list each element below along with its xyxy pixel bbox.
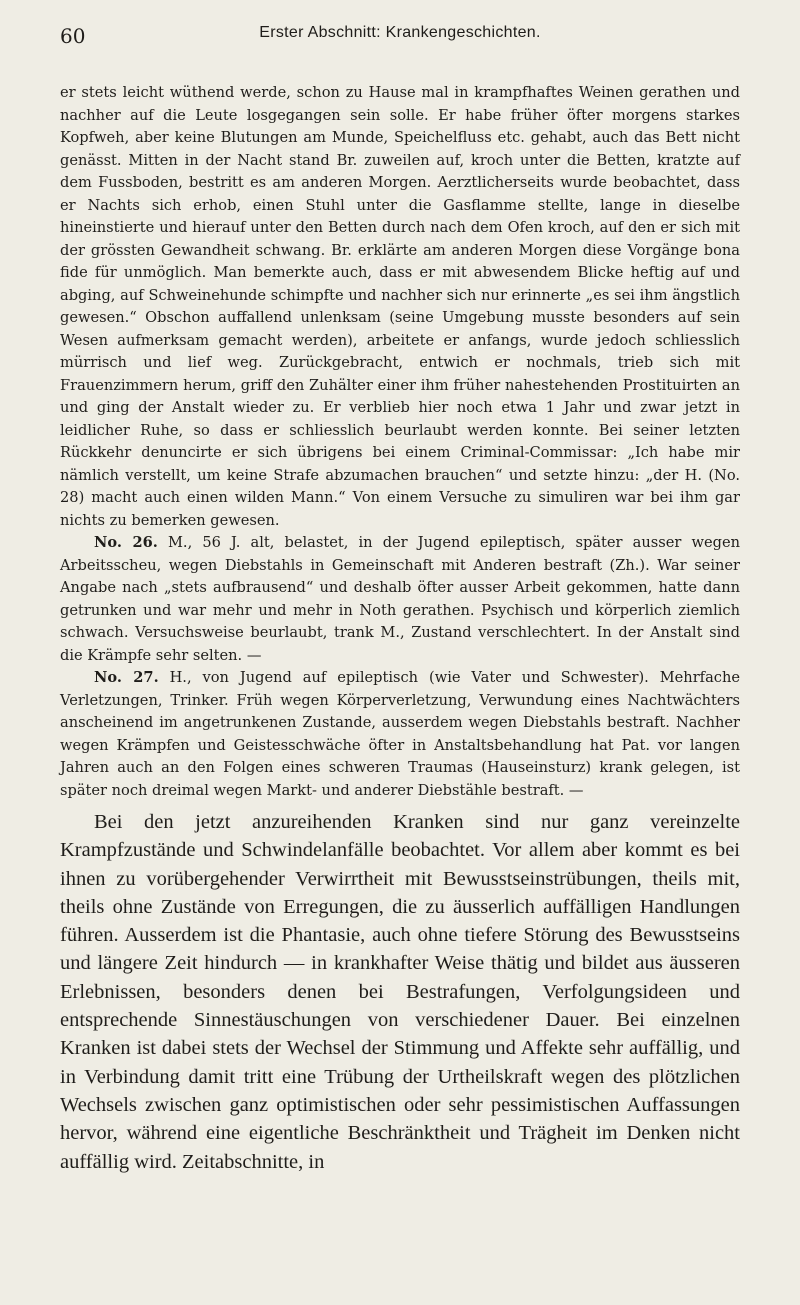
paragraph-case-27 [60,667,740,802]
running-title: Erster Abschnitt: Krankengeschichten. [259,24,541,41]
page-body [60,82,740,1176]
case-27-text: H., von Jugend auf epileptisch (wie Vater und Schwester). Mehrfache Verletzungen, Trinker. Früh wegen Körperverletzung, Verwundung eines Nachtwächters anscheinend im angetrunkenen Zustande, ausserdem wegen Diebstahls bestraft. Nachher wegen Krämpfen und Geistesschwäche öfter in Anstaltsbehandlung hat Pat. vor langen Jahren auch an den Folgen eines schweren Traumas (Hauseinsturz) krank gelegen, ist später noch dreimal wegen Markt- und anderer Diebstähle bestraft. — [60,669,740,799]
page-number: 60 [60,24,86,48]
paragraph-case-continuation: er stets leicht wüthend werde, schon zu Hause mal in krampfhaftes Weinen gerathen und nachher auf die Leute losgegangen sein solle. Er habe früher öfter morgens starkes Kopfweh, aber keine Blutungen am Munde, Speichelfluss etc. gehabt, auch das Bett nicht genässt. Mitten in der Nacht stand Br. zuweilen auf, kroch unter die Betten, kratzte auf dem Fussboden, bestritt es am anderen Morgen. Aerztlicherseits wurde beobachtet, dass er Nachts sich erhob, einen Stuhl unter die Gasflamme stellte, lange in dieselbe hineinstierte und hierauf unter den Betten durch nach dem Ofen kroch, auf den er sich mit der grössten Gewandheit schwang. Br. erklärte am anderen Morgen diese Vorgänge bona fide für unmöglich. Man bemerkte auch, dass er mit abwesendem Blicke heftig auf und abging, auf Schweinehunde schimpfte und nachher sich nur erinnerte „es sei ihm ängstlich gewesen.“ Obschon auffallend unlenksam (seine Umgebung musste besonders auf sein Wesen aufmerksam gemacht werden), arbeitete er anfangs, wurde jedoch schliesslich mürrisch und lief weg. Zurückgebracht, entwich er nochmals, trieb sich mit Frauenzimmern herum, griff den Zuhälter einer ihm früher nahestehenden Prostituirten an und ging der Anstalt wieder zu. Er verblieb hier noch etwa 1 Jahr und zwar jetzt in leidlicher Ruhe, so dass er schliesslich beurlaubt werden konnte. Bei seiner letzten Rückkehr denuncirte er sich übrigens bei einem Criminal-Commissar: „Ich habe mir nämlich verstellt, um keine Strafe abzumachen brauchen“ und setzte hinzu: „der H. (No. 28) macht auch einen wilden Mann.“ Von einem Versuche zu simuliren war bei ihm gar nichts zu bemerken gewesen. [60,84,740,529]
page-header [60,20,740,54]
case-number-26: No. 26. [94,534,158,551]
paragraph-case-26 [60,532,740,667]
case-number-27: No. 27. [94,669,159,686]
case-26-text: M., 56 J. alt, belastet, in der Jugend epileptisch, später ausser wegen Arbeitsscheu, wegen Diebstahls in Gemeinschaft mit Anderen bestraft (Zh.). War seiner Angabe nach „stets aufbrausend“ und deshalb öfter ausser Arbeit gekommen, hatte dann getrunken und war mehr und mehr in Noth gerathen. Psychisch und körperlich ziemlich schwach. Versuchsweise beurlaubt, trank M., Zustand verschlechtert. In der Anstalt sind die Krämpfe sehr selten. — [60,534,740,664]
paragraph-summary: Bei den jetzt anzureihenden Kranken sind nur ganz vereinzelte Krampfzustände und Schwindelanfälle beobachtet. Vor allem aber kommt es bei ihnen zu vorübergehender Verwirrtheit mit Bewusstseinstrübungen, theils mit, theils ohne Zustände von Erregungen, die zu äusserlich auffälligen Handlungen führen. Ausserdem ist die Phantasie, auch ohne tiefere Störung des Bewusstseins und längere Zeit hindurch — in krankhafter Weise thätig und bildet aus äusseren Erlebnissen, besonders denen bei Bestrafungen, Verfolgungsideen und entsprechende Sinnestäuschungen von verschiedener Dauer. Bei einzelnen Kranken ist dabei stets der Wechsel der Stimmung und Affekte sehr auffällig, und in Verbindung damit tritt eine Trübung der Urtheilskraft wegen des plötzlichen Wechsels zwischen ganz optimistischen oder sehr pessimistischen Auffassungen hervor, während eine eigentliche Beschränktheit und Trägheit im Denken nicht auffällig wird. Zeitabschnitte, in [60,811,740,1173]
